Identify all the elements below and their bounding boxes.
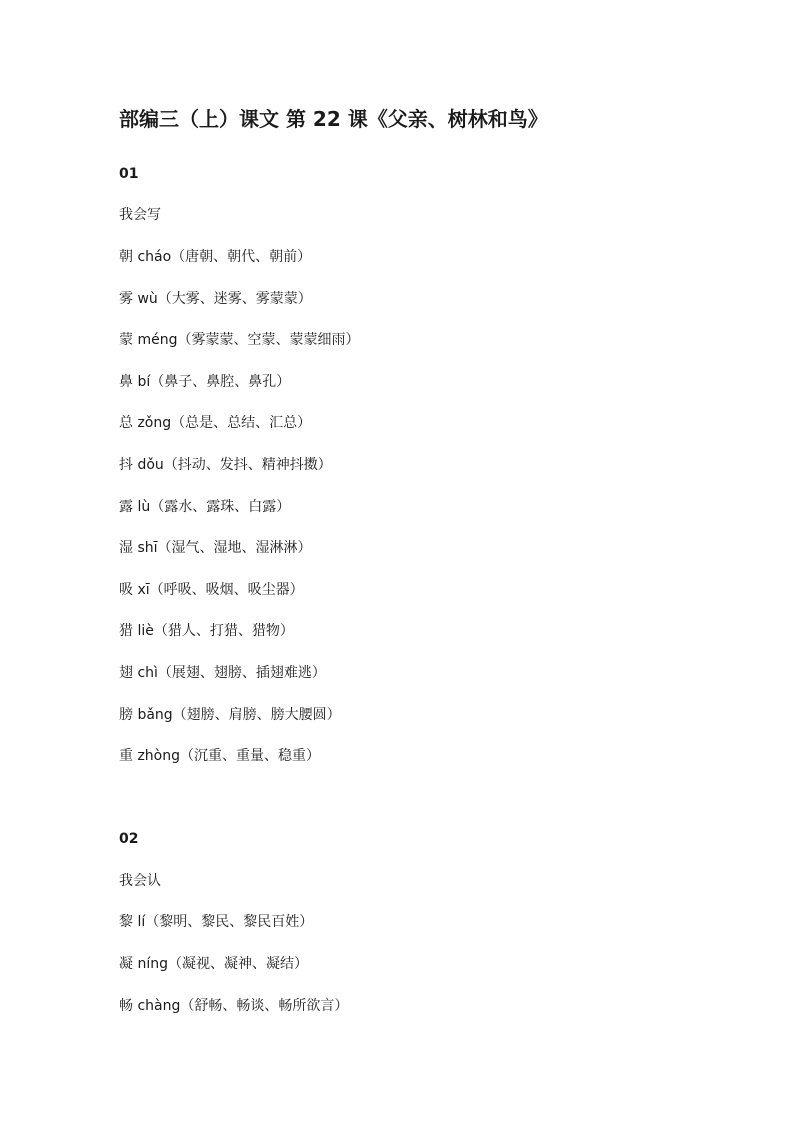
entry-meng: 蒙 méng（雾蒙蒙、空蒙、蒙蒙细雨） — [119, 332, 360, 348]
entry-li: 黎 lí（黎明、黎民、黎民百姓） — [119, 914, 314, 930]
entry-bi: 鼻 bí（鼻子、鼻腔、鼻孔） — [119, 374, 291, 390]
entry-bang: 膀 bǎng（翅膀、肩膀、膀大腰圆） — [119, 707, 341, 723]
entry-shi: 湿 shī（湿气、湿地、湿淋淋） — [119, 540, 312, 556]
entry-chang: 畅 chàng（舒畅、畅谈、畅所欲言） — [119, 998, 349, 1014]
entry-zong: 总 zǒng（总是、总结、汇总） — [119, 415, 312, 431]
entry-lu: 露 lù（露水、露珠、白露） — [119, 499, 291, 515]
entry-wu: 雾 wù（大雾、迷雾、雾蒙蒙） — [119, 291, 312, 307]
section-2-number: 02 — [119, 831, 139, 847]
section-1-number: 01 — [119, 166, 139, 182]
section-1-heading: 我会写 — [119, 207, 161, 223]
entry-xi: 吸 xī（呼吸、吸烟、吸尘器） — [119, 582, 304, 598]
entry-chi: 翅 chì（展翅、翅膀、插翅难逃） — [119, 665, 326, 681]
entry-dou: 抖 dǒu（抖动、发抖、精神抖擞） — [119, 457, 332, 473]
entry-ning: 凝 níng（凝视、凝神、凝结） — [119, 956, 308, 972]
entry-zhong: 重 zhòng（沉重、重量、稳重） — [119, 748, 320, 764]
entry-lie: 猎 liè（猎人、打猎、猎物） — [119, 623, 294, 639]
entry-chao: 朝 cháo（唐朝、朝代、朝前） — [119, 249, 312, 265]
page-title: 部编三（上）课文 第 22 课《父亲、树林和鸟》 — [119, 107, 548, 131]
section-2-heading: 我会认 — [119, 873, 161, 889]
